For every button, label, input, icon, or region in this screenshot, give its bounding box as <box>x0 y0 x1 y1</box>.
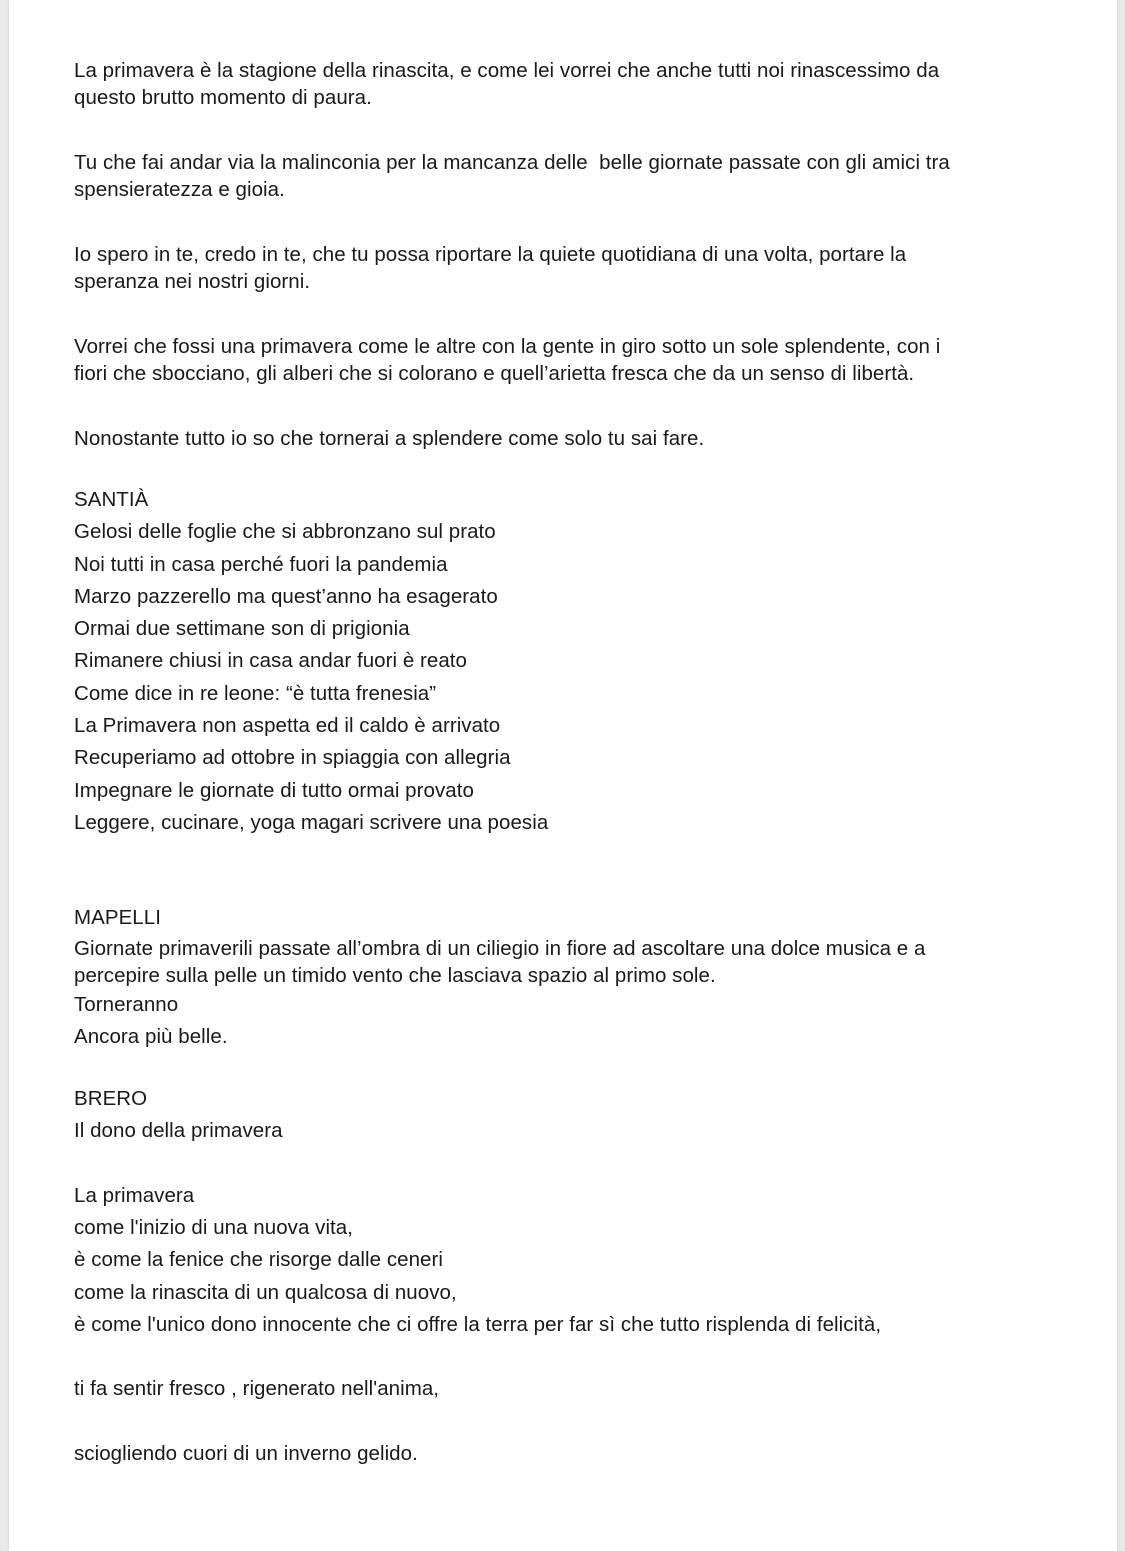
poem-title: Il dono della primavera <box>74 1119 283 1143</box>
poem-line: Rimanere chiusi in casa andar fuori è reato <box>74 649 467 673</box>
poem-line: La Primavera non aspetta ed il caldo è arrivato <box>74 714 501 738</box>
poem-line: Leggere, cucinare, yoga magari scrivere una poesia <box>74 810 549 834</box>
poem-line: Torneranno <box>74 992 179 1016</box>
intro-paragraph-4: Vorrei che fossi una primavera come le altre con la gente in giro sotto un sole splendente, con i fiori che sbocciano, gli alberi che si colorano e quell’arietta fresca che da un senso di libertà. <box>74 335 941 385</box>
poem-line: Marzo pazzerello ma quest’anno ha esagerato <box>74 584 498 608</box>
poem-line: ti fa sentir fresco , rigenerato nell'anima, <box>74 1377 440 1401</box>
section-mapelli <box>74 902 1074 1053</box>
mapelli-paragraph: Giornate primaverili passate all’ombra di un ciliegio in fiore ad ascoltare una dolce musica e a percepire sulla pelle un timido vento che lasciava spazio al primo sole. <box>74 936 926 987</box>
paragraph-gap <box>74 387 1074 425</box>
author-heading-brero: BRERO <box>74 1087 148 1111</box>
poem-line: come la rinascita di un qualcosa di nuovo, <box>74 1280 457 1304</box>
paragraph-gap <box>74 295 1074 333</box>
document-page <box>9 0 1117 1551</box>
author-heading-santia: SANTIÀ <box>74 488 149 511</box>
paragraph-gap <box>74 111 1074 149</box>
poem-line: Noi tutti in casa perché fuori la pandemia <box>74 552 448 576</box>
section-santia <box>74 484 1074 839</box>
intro-paragraph-5: Nonostante tutto io so che tornerai a splendere come solo tu sai fare. <box>74 427 705 450</box>
poem-line: Recuperiamo ad ottobre in spiaggia con allegria <box>74 746 511 770</box>
poem-line: Ancora più belle. <box>74 1024 228 1048</box>
poem-line: come l'inizio di una nuova vita, <box>74 1216 354 1240</box>
document-body <box>74 57 1074 1470</box>
stanza-gap <box>74 1341 1074 1373</box>
author-heading-mapelli: MAPELLI <box>74 906 161 930</box>
stanza-gap <box>74 1148 1074 1180</box>
section-gap <box>74 839 1074 902</box>
intro-paragraph-3: Io spero in te, credo in te, che tu possa riportare la quiete quotidiana di una volta, portare la speranza nei nostri giorni. <box>74 243 907 293</box>
section-brero <box>74 1083 1074 1470</box>
poem-line: Impegnare le giornate di tutto ormai provato <box>74 778 474 802</box>
poem-line: sciogliendo cuori di un inverno gelido. <box>74 1441 418 1465</box>
poem-line: Come dice in re leone: “è tutta frenesia” <box>74 681 437 705</box>
poem-line: è come l'unico dono innocente che ci offre la terra per far sì che tutto risplenda di felicità, <box>74 1312 882 1336</box>
intro-paragraph-2: Tu che fai andar via la malinconia per la mancanza delle belle giornate passate con gli amici tra spensieratezza e gioia. <box>74 151 950 201</box>
intro-paragraph-1: La primavera è la stagione della rinascita, e come lei vorrei che anche tutti noi rinascessimo da questo brutto momento di paura. <box>74 59 940 109</box>
poem-line: Ormai due settimane son di prigionia <box>74 617 410 641</box>
section-gap <box>74 1053 1074 1083</box>
stanza-gap <box>74 1406 1074 1438</box>
poem-line: è come la fenice che risorge dalle ceneri <box>74 1248 443 1272</box>
paragraph-gap <box>74 203 1074 241</box>
poem-line: La primavera <box>74 1183 195 1207</box>
poem-line: Gelosi delle foglie che si abbronzano sul prato <box>74 520 496 544</box>
section-gap <box>74 452 1074 484</box>
